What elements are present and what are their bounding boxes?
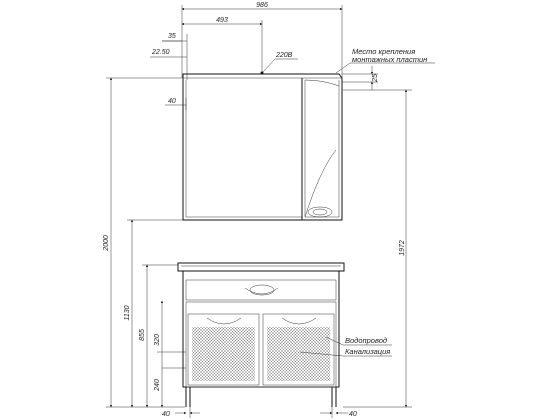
sewer-label: Канализация: [345, 347, 391, 356]
dimension-35-label: 35: [168, 33, 176, 40]
socket-220v-callout: [261, 52, 299, 75]
dimension-40-foot-left: [162, 407, 200, 418]
mounting-note-line1: Место крепления: [352, 47, 416, 56]
foot-right-label: 40: [349, 411, 357, 418]
mirror-cabinet: [183, 74, 342, 220]
dimension-40-foot-right: [320, 407, 357, 418]
dimension-240-label: 240: [154, 379, 161, 391]
mounting-plates-callout: [336, 47, 435, 73]
dimension-1972-label: 1972: [399, 240, 406, 256]
dimension-22-50-label: 22.50: [152, 49, 170, 56]
dimension-22-50: [150, 49, 187, 57]
dimension-1130: [124, 220, 183, 407]
dimension-2000-label: 2000: [103, 235, 110, 251]
dimension-25-label: 25: [372, 74, 379, 82]
dimension-35: [162, 33, 187, 80]
dimension-986-label: 986: [256, 2, 268, 9]
dimension-240: [154, 368, 186, 392]
dimension-493-label: 493: [216, 17, 228, 24]
dimension-1972: [343, 90, 412, 407]
dimension-493: [182, 17, 262, 74]
door-mesh-left: [192, 327, 255, 381]
dimension-40-upper-label: 40: [168, 98, 176, 105]
dimension-25: [342, 66, 379, 90]
dimension-855-label: 855: [139, 329, 146, 341]
mounting-note-line2: монтажных пластин: [352, 55, 428, 64]
water-supply-label: Водопровод: [345, 336, 388, 345]
socket-220v-label: 220В: [276, 52, 293, 59]
dimension-320-label: 320: [154, 334, 161, 346]
foot-left-label: 40: [162, 411, 170, 418]
dimension-1130-label: 1130: [124, 305, 131, 321]
dimension-2000: [103, 78, 185, 407]
